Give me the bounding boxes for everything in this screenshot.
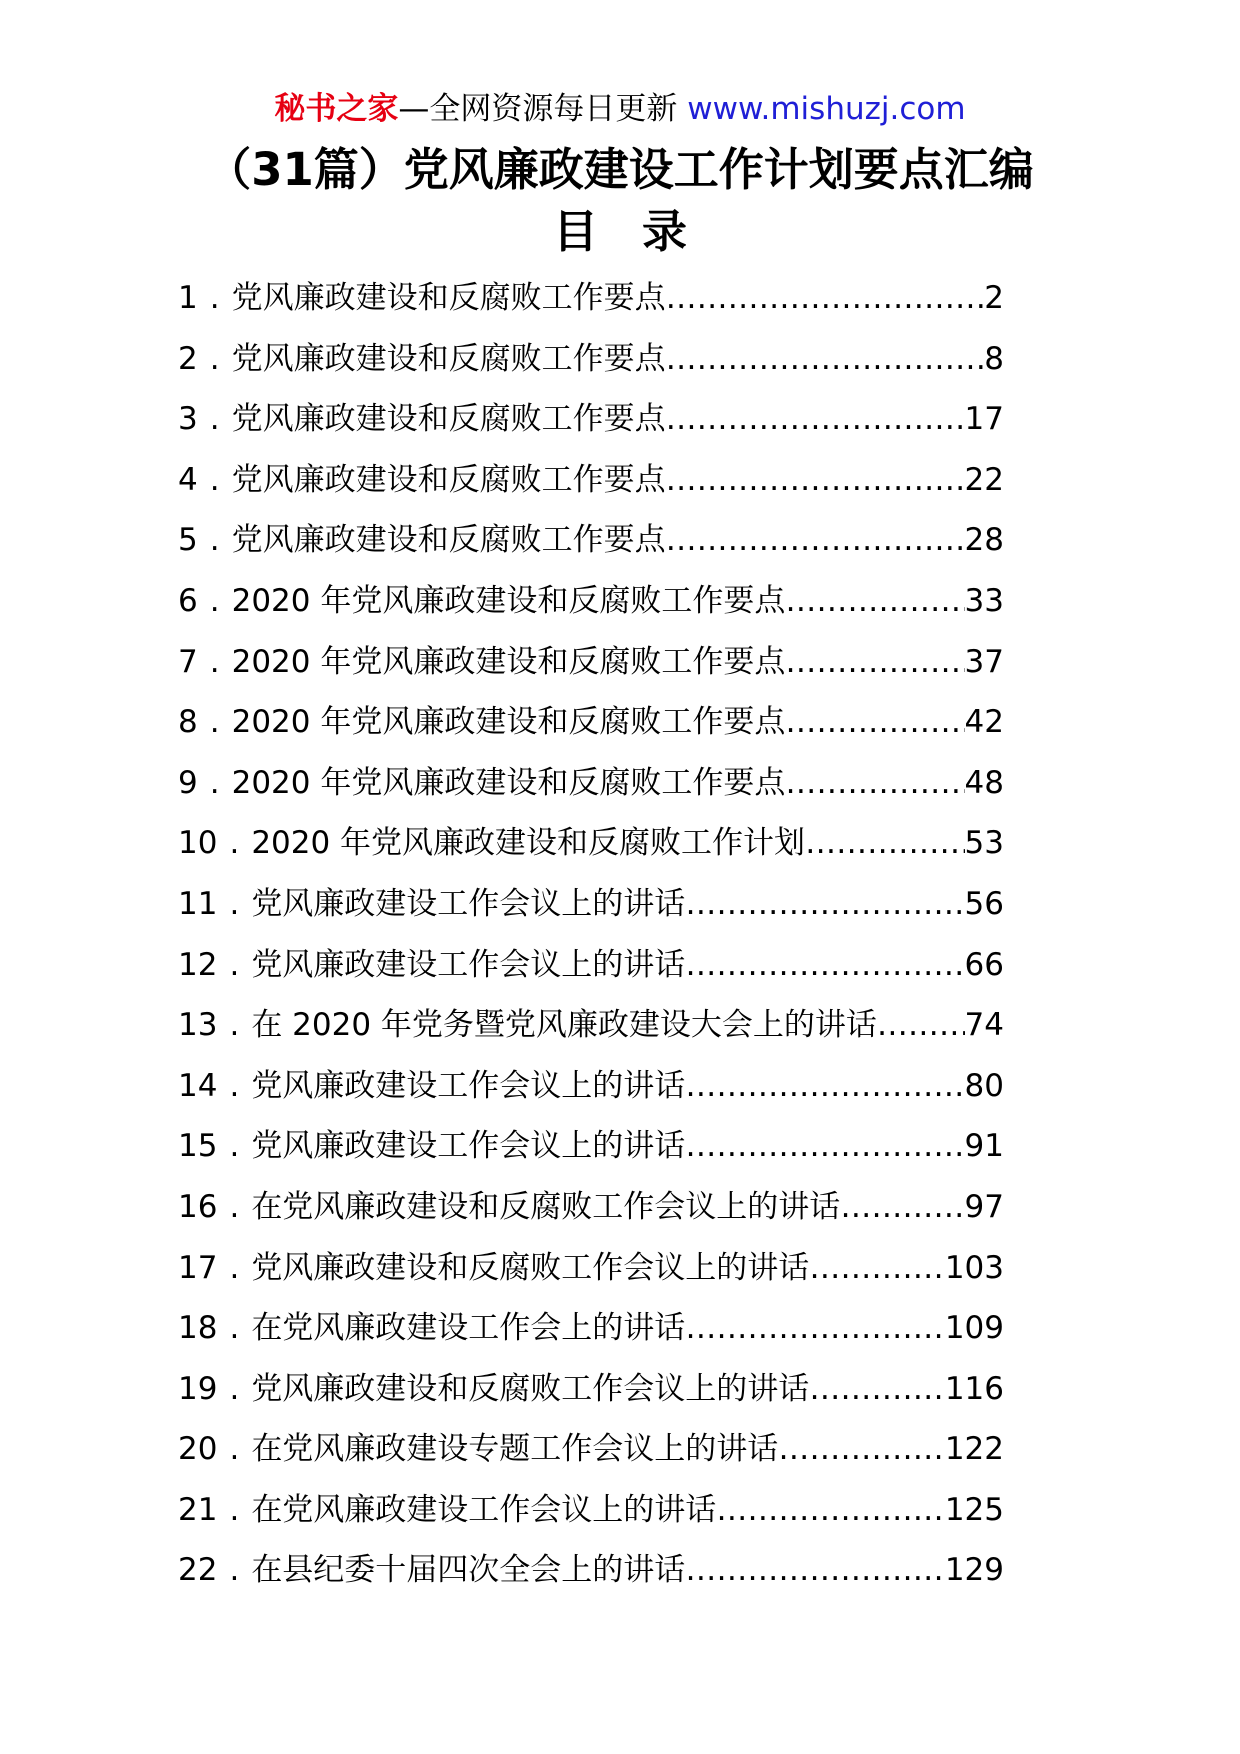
toc-entry[interactable] <box>178 1480 1004 1541</box>
toc-dot-leader <box>685 874 964 934</box>
toc-entry[interactable] <box>178 1056 1004 1117</box>
toc-entry-separator: . <box>209 643 220 680</box>
toc-entry[interactable] <box>178 1419 1004 1480</box>
brand-name: 秘书之家 <box>274 91 399 127</box>
toc-entry-separator: . <box>209 704 220 741</box>
toc-entry[interactable] <box>178 450 1004 511</box>
toc-entry-page: 37 <box>964 643 1004 680</box>
toc-entry-title: 在 2020 年党务暨党风廉政建设大会上的讲话 <box>251 1007 877 1044</box>
toc-entry-page: 109 <box>944 1310 1004 1347</box>
toc-entry-number: 4 <box>178 461 198 498</box>
toc-entry-title: 党风廉政建设和反腐败工作会议上的讲话 <box>251 1370 810 1407</box>
toc-entry-separator: . <box>229 1431 240 1468</box>
toc-entry-page: 91 <box>964 1128 1004 1165</box>
toc-entry-title: 在党风廉政建设工作会上的讲话 <box>251 1310 686 1347</box>
toc-dot-leader <box>785 632 964 692</box>
toc-entry-page: 66 <box>964 946 1004 983</box>
toc-entry-title: 党风廉政建设和反腐败工作要点 <box>231 340 666 377</box>
toc-entry-number: 8 <box>178 704 198 741</box>
toc-entry[interactable] <box>178 571 1004 632</box>
toc-entry-page: 116 <box>944 1370 1004 1407</box>
toc-entry-number: 21 <box>178 1491 218 1528</box>
toc-entry-title: 2020 年党风廉政建设和反腐败工作要点 <box>231 764 786 801</box>
toc-entry-number: 11 <box>178 885 218 922</box>
toc-entry-separator: . <box>229 1007 240 1044</box>
toc-dot-leader <box>716 1480 945 1540</box>
toc-entry-title: 党风廉政建设和反腐败工作要点 <box>231 461 666 498</box>
toc-dot-leader <box>685 1056 964 1116</box>
toc-dot-leader <box>877 995 965 1055</box>
toc-entry[interactable] <box>178 389 1004 450</box>
toc-entry-separator: . <box>209 461 220 498</box>
toc-entry-title: 2020 年党风廉政建设和反腐败工作计划 <box>251 825 806 862</box>
toc-dot-leader <box>809 1359 945 1419</box>
toc-dot-leader <box>666 329 985 389</box>
toc-entry[interactable] <box>178 1116 1004 1177</box>
toc-entry[interactable] <box>178 995 1004 1056</box>
toc-entry-title: 党风廉政建设工作会议上的讲话 <box>251 1067 686 1104</box>
site-url-link[interactable]: www.mishuzj.com <box>687 91 966 127</box>
toc-entry-title: 党风廉政建设和反腐败工作要点 <box>231 401 666 438</box>
toc-entry-title: 在党风廉政建设工作会议上的讲话 <box>251 1491 717 1528</box>
toc-entry-separator: . <box>229 1370 240 1407</box>
toc-entry-number: 5 <box>178 522 198 559</box>
toc-entry-title: 党风廉政建设工作会议上的讲话 <box>251 946 686 983</box>
site-header <box>0 84 1240 134</box>
toc-entry-page: 97 <box>964 1188 1004 1225</box>
toc-entry-number: 3 <box>178 401 198 438</box>
toc-entry-page: 74 <box>964 1007 1004 1044</box>
toc-entry-number: 2 <box>178 340 198 377</box>
toc-entry-separator: . <box>209 764 220 801</box>
toc-entry-number: 1 <box>178 280 198 316</box>
toc-entry[interactable] <box>178 632 1004 693</box>
toc-entry-separator: . <box>229 1491 240 1528</box>
toc-entry-page: 125 <box>944 1491 1004 1528</box>
toc-dot-leader <box>840 1177 964 1237</box>
toc-entry-separator: . <box>229 1249 240 1286</box>
toc-dot-leader <box>666 268 985 328</box>
toc-entry-number: 16 <box>178 1188 218 1225</box>
toc-entry-title: 在党风廉政建设和反腐败工作会议上的讲话 <box>251 1188 841 1225</box>
toc-entry-page: 22 <box>964 461 1004 498</box>
toc-entry-separator: . <box>229 1128 240 1165</box>
toc-entry-number: 12 <box>178 946 218 983</box>
toc-entry-separator: . <box>209 340 220 377</box>
toc-entry-page: 56 <box>964 885 1004 922</box>
toc-entry-separator: . <box>229 1067 240 1104</box>
toc-dot-leader <box>778 1419 945 1479</box>
toc-entry-title: 2020 年党风廉政建设和反腐败工作要点 <box>231 704 786 741</box>
toc-entry-separator: . <box>229 1188 240 1225</box>
toc-entry-number: 10 <box>178 825 218 862</box>
toc-entry[interactable] <box>178 813 1004 874</box>
toc-entry-page: 28 <box>964 522 1004 559</box>
toc-dot-leader <box>666 389 965 449</box>
toc-dot-leader <box>685 935 964 995</box>
toc-entry-separator: . <box>229 885 240 922</box>
toc-entry-separator: . <box>209 280 220 316</box>
toc-dot-leader <box>685 1116 964 1176</box>
toc-entry[interactable] <box>178 329 1004 390</box>
toc-entry-page: 103 <box>944 1249 1004 1286</box>
toc-entry-separator: . <box>229 946 240 983</box>
toc-entry-page: 42 <box>964 704 1004 741</box>
toc-heading: 目录 <box>552 205 731 258</box>
toc-entry[interactable] <box>178 692 1004 753</box>
toc-entry-title: 党风廉政建设工作会议上的讲话 <box>251 1128 686 1165</box>
toc-entry[interactable] <box>178 753 1004 814</box>
toc-entry[interactable] <box>178 1238 1004 1299</box>
toc-entry-page: 129 <box>944 1552 1004 1589</box>
header-tagline: —全网资源每日更新 <box>398 91 678 127</box>
toc-dot-leader <box>785 692 964 752</box>
toc-dot-leader <box>666 450 965 510</box>
toc-entry[interactable] <box>178 1298 1004 1359</box>
toc-entry-number: 19 <box>178 1370 218 1407</box>
toc-entry-title: 党风廉政建设和反腐败工作要点 <box>231 522 666 559</box>
toc-entry-separator: . <box>229 825 240 862</box>
toc-entry-number: 15 <box>178 1128 218 1165</box>
toc-entry[interactable] <box>178 1177 1004 1238</box>
table-of-contents <box>178 268 1004 1601</box>
toc-entry[interactable] <box>178 1540 1004 1601</box>
toc-entry-number: 9 <box>178 764 198 801</box>
toc-entry-number: 14 <box>178 1067 218 1104</box>
toc-entry-page: 122 <box>944 1431 1004 1468</box>
toc-entry-title: 党风廉政建设工作会议上的讲话 <box>251 885 686 922</box>
toc-entry-page: 33 <box>964 582 1004 619</box>
toc-entry-title: 党风廉政建设和反腐败工作会议上的讲话 <box>251 1249 810 1286</box>
toc-dot-leader <box>809 1238 945 1298</box>
toc-entry-page: 8 <box>984 340 1004 377</box>
toc-entry-page: 17 <box>964 401 1004 438</box>
toc-entry-number: 18 <box>178 1310 218 1347</box>
toc-dot-leader <box>785 753 964 813</box>
toc-entry-separator: . <box>229 1552 240 1589</box>
toc-entry-title: 2020 年党风廉政建设和反腐败工作要点 <box>231 643 786 680</box>
toc-entry-number: 7 <box>178 643 198 680</box>
toc-dot-leader <box>685 1540 945 1600</box>
toc-dot-leader <box>685 1298 945 1358</box>
toc-entry-number: 20 <box>178 1431 218 1468</box>
toc-entry[interactable] <box>178 874 1004 935</box>
toc-entry-separator: . <box>209 401 220 438</box>
toc-entry-title: 在县纪委十届四次全会上的讲话 <box>251 1552 686 1589</box>
toc-entry-number: 22 <box>178 1552 218 1589</box>
toc-entry-page: 48 <box>964 764 1004 801</box>
toc-entry-page: 80 <box>964 1067 1004 1104</box>
toc-entry[interactable] <box>178 935 1004 996</box>
toc-dot-leader <box>805 813 964 873</box>
toc-dot-leader <box>785 571 964 631</box>
toc-entry-separator: . <box>209 522 220 559</box>
toc-entry-separator: . <box>209 582 220 619</box>
toc-entry-page: 53 <box>964 825 1004 862</box>
toc-entry-title: 党风廉政建设和反腐败工作要点 <box>231 280 666 316</box>
toc-entry-separator: . <box>229 1310 240 1347</box>
toc-entry-number: 6 <box>178 582 198 619</box>
toc-entry-number: 13 <box>178 1007 218 1044</box>
toc-entry[interactable] <box>178 510 1004 571</box>
toc-entry-title: 在党风廉政建设专题工作会议上的讲话 <box>251 1431 779 1468</box>
toc-entry[interactable] <box>178 268 1004 329</box>
toc-dot-leader <box>666 510 965 570</box>
toc-entry[interactable] <box>178 1359 1004 1420</box>
toc-entry-number: 17 <box>178 1249 218 1286</box>
toc-entry-page: 2 <box>984 280 1004 316</box>
document-title: （31篇）党风廉政建设工作计划要点汇编 <box>206 143 1034 196</box>
toc-entry-title: 2020 年党风廉政建设和反腐败工作要点 <box>231 582 786 619</box>
